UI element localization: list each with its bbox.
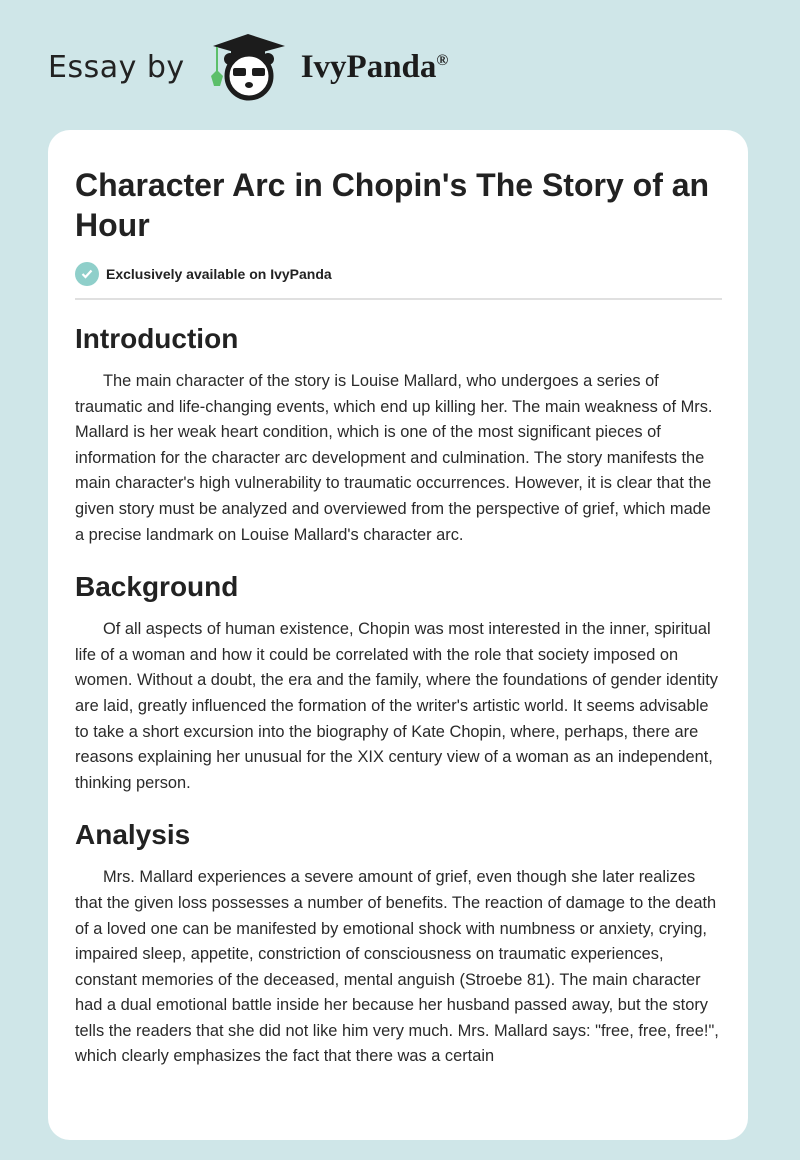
section-paragraph: The main character of the story is Louise Mallard, who undergoes a series of traumatic and life-changing events, which end up killing her. The main weakness of Mrs. Mallard is her weak heart condition, which is one of the most significant pieces of information for the character arc development and culmination. The story manifests the main character's high vulnerability to traumatic occurrences. However, it is clear that the given story must be analyzed and overviewed from the perspective of grief, which made a precise landmark on Louise Mallard's character arc. — [75, 372, 713, 544]
ivypanda-brand[interactable] — [301, 49, 449, 86]
ivypanda-logo-icon[interactable] — [203, 32, 293, 102]
essay-by-label: Essay by — [48, 49, 185, 85]
section-paragraph: Mrs. Mallard experiences a severe amount of grief, even though she later realizes that the given loss possesses a number of benefits. The reaction of damage to the death of a loved one can be manifested by emotional shock with numbness or anxiety, crying, impaired sleep, appetite, constriction of consciousness on traumatic experiences, constant memories of the deceased, mental anguish (Stroebe 81). The main character had a dual emotional battle inside her because her husband passed away, but the story tells the readers that she did not like him very much. Mrs. Mallard says: "free, free, free!", which clearly emphasizes the fact that there was a certain — [75, 868, 719, 1066]
essay-card — [48, 130, 748, 1140]
section-heading: Background — [75, 571, 239, 603]
divider — [75, 298, 722, 300]
exclusive-badge — [75, 262, 722, 286]
section-heading: Introduction — [75, 323, 239, 354]
registered-mark: ® — [436, 51, 449, 69]
brand-name: IvyPanda — [300, 48, 437, 85]
section-heading: Analysis — [75, 819, 191, 851]
check-icon — [75, 262, 99, 286]
site-header — [48, 32, 448, 102]
essay-title: Character Arc in Chopin's The Story of an Hour — [75, 167, 710, 243]
section-paragraph: Of all aspects of human existence, Chopin was most interested in the inner, spiritual life of a woman and how it could be correlated with the role that society imposed on women. Without a doubt, the era and the family, where the foundations of gender identity are laid, greatly influenced the formation of the writer's artistic world. It seems advisable to take a short excursion into the biography of Kate Chopin, where, perhaps, there are reasons explaining her unusual for the XIX century view of a woman as an independent, thinking person. — [75, 620, 718, 792]
exclusive-badge-text: Exclusively available on IvyPanda — [106, 266, 332, 282]
